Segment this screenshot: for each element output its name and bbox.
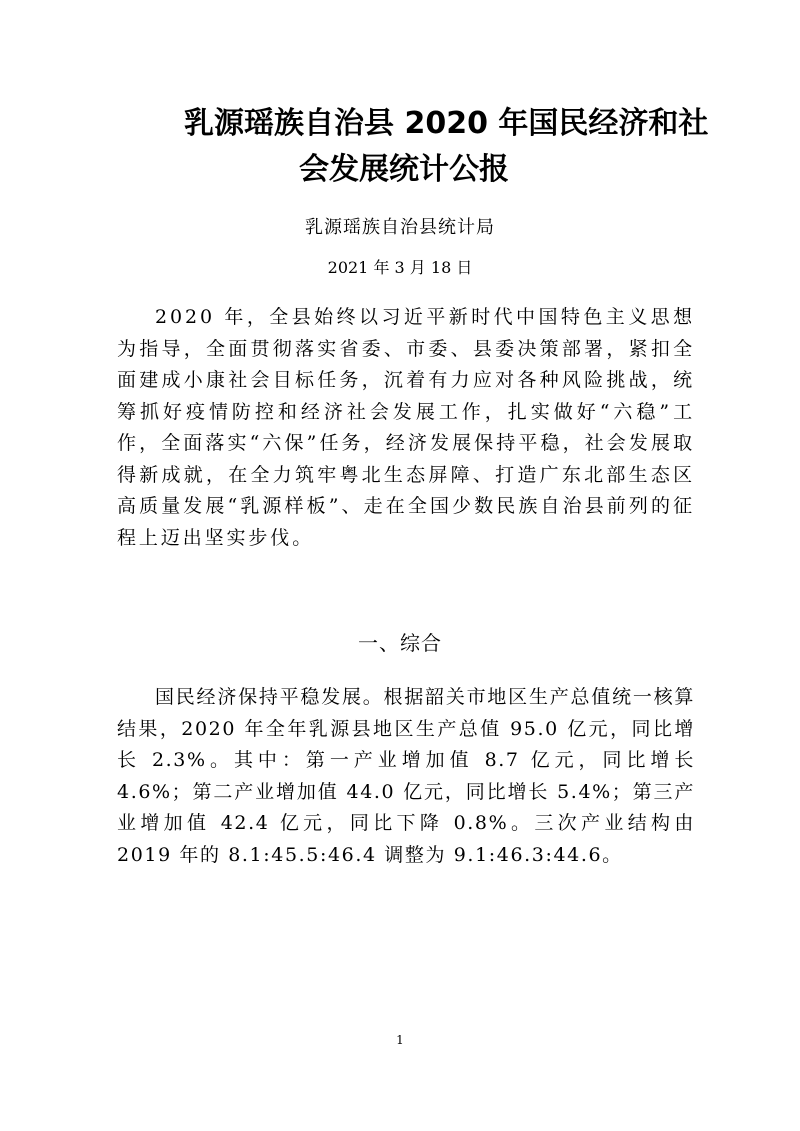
report-title-line-2: 会发展统计公报 (299, 152, 509, 187)
issuing-authority: 乳源瑶族自治县统计局 (305, 217, 495, 238)
page-number: 1 (396, 1033, 404, 1047)
section-heading: 一、综合 (358, 631, 442, 655)
section-paragraph: 国民经济保持平稳发展。根据韶关市地区生产总值统一核算结果，2020 年全年乳源县地区生产总值 95.0 亿元，同比增长 2.3%。其中：第一产业增加值 8.7 亿元，同比增长 4.6%；第二产业增加值 44.0 亿元，同比增长 5.4%；第三产业增加值 42.4 亿元，同比下降 0.8%。三次产业结构由 2019 年的 8.1:45.5:46.4 调整为 9.1:46.3:44.6。 (117, 686, 695, 866)
intro-paragraph: 2020 年，全县始终以习近平新时代中国特色主义思想为指导，全面贯彻落实省委、市委、县委决策部署，紧扣全面建成小康社会目标任务，沉着有力应对各种风险挑战，统筹抓好疫情防控和经济社会发展工作，扎实做好“六稳”工作，全面落实“六保”任务，经济发展保持平稳，社会发展取得新成就，在全力筑牢粤北生态屏障、打造广东北部生态区高质量发展“乳源样板”、走在全国少数民族自治县前列的征程上迈出坚实步伐。 (117, 306, 695, 549)
publication-date: 2021 年 3 月 18 日 (327, 258, 473, 277)
report-title-line-1: 乳源瑶族自治县 2020 年国民经济和社 (184, 106, 709, 141)
